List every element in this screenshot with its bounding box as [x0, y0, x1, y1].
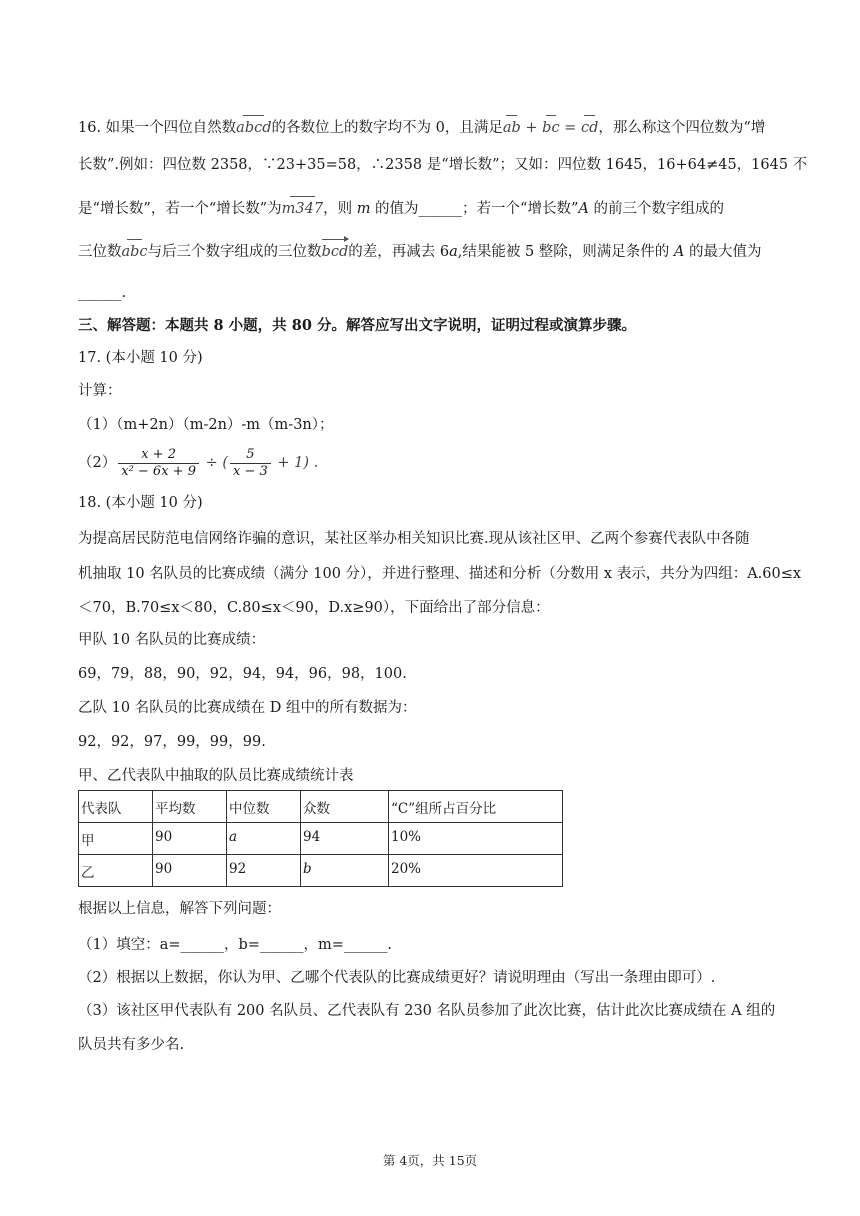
table-header: 众数 [301, 791, 389, 823]
q18-intro-1: 为提高居民防范电信网络诈骗的意识，某社区举办相关知识比赛.现从该社区甲、乙两个参赛代表队中各随 [78, 531, 750, 547]
team-a-label: 甲队 10 名队员的比赛成绩： [78, 632, 266, 648]
table-header: 中位数 [227, 791, 301, 823]
team-b-label: 乙队 10 名队员的比赛成绩在 D 组中的所有数据为： [78, 700, 417, 716]
table-cell: 90 [153, 855, 227, 887]
table-header: “C”组所占百分比 [389, 791, 563, 823]
q18-sub-3b: 队员共有多少名. [78, 1037, 185, 1053]
q16-line-1 [78, 118, 765, 138]
q17-title: 17. (本小题 10 分) [78, 350, 203, 366]
table-header: 代表队 [79, 791, 153, 823]
q18-sub-1: （1）填空：a=______，b=______，m=______. [78, 937, 392, 953]
table-cell: 10% [389, 823, 563, 855]
math-abcd: abcd [236, 120, 272, 136]
stats-table [78, 790, 563, 887]
page-footer: 第 4页，共 15页 [382, 1153, 478, 1168]
q16-text: 16. 如果一个四位自然数 [78, 120, 237, 136]
fraction-2: $\frac{5}{x - 3}$ [230, 447, 271, 480]
q18-title: 18. (本小题 10 分) [78, 495, 203, 511]
q16-line-5: ______. [78, 285, 127, 301]
table-cell: 乙 [79, 855, 153, 887]
q16-line-4: 三位数abc与后三个数字组成的三位数bcd的差，再减去 6a,结果能被 5 整除，则满足条件的 A 的最大值为 [78, 244, 762, 260]
answer-intro: 根据以上信息，解答下列问题： [78, 901, 281, 917]
q18-intro-3: ＜70，B.70≤x＜80，C.80≤x＜90，D.x≥90），下面给出了部分信息： [78, 600, 550, 616]
q16-text: ，那么称这个四位数为“增 [598, 120, 766, 136]
team-a-scores: 69，79，88，90，92，94，94，96，98，100. [78, 666, 407, 682]
q18-sub-2: （2）根据以上数据，你认为甲、乙哪个代表队的比赛成绩更好？请说明理由（写出一条理由即可）. [78, 970, 716, 986]
q18-intro-2: 机抽取 10 名队员的比赛成绩（满分 100 分），并进行整理、描述和分析（分数用 x 表示，共分为四组：A.60≤x [78, 566, 802, 582]
q17-calc-label: 计算： [78, 383, 122, 399]
team-b-scores: 92，92，97，99，99，99. [78, 734, 266, 750]
q16-line-3: 是“增长数”，若一个“增长数”为m347，则 m 的值为______；若一个“增长数”A 的前三个数字组成的 [78, 201, 724, 217]
math-equation: ab + bc = cd [502, 120, 599, 136]
table-cell: b [301, 855, 389, 887]
q18-sub-3a: （3）该社区甲代表队有 200 名队员、乙代表队有 230 名队员参加了此次比赛，估计此次比赛成绩在 A 组的 [78, 1003, 776, 1019]
table-header-row [79, 791, 563, 823]
q17-part-2: （2） $\frac{x + 2}{\text{x² − 6x + 9}}$ ÷ ( $\frac{5}{x - 3}$ + 1) . [78, 446, 319, 479]
q17-part-1: （1）（m+2n）（m-2n）-m（m-3n）； [78, 417, 334, 433]
fraction-1: $\frac{x + 2}{\text{x² − 6x + 9}}$ [118, 447, 199, 480]
math-bcd: bcd [321, 244, 349, 260]
table-cell: 94 [301, 823, 389, 855]
table-cell: a [227, 823, 301, 855]
table-cell: 20% [389, 855, 563, 887]
table-cell: 90 [153, 823, 227, 855]
table-cell: 甲 [79, 823, 153, 855]
table-row [79, 823, 563, 855]
table-row [79, 855, 563, 887]
math-abc: abc [121, 244, 148, 260]
table-caption: 甲、乙代表队中抽取的队员比赛成绩统计表 [78, 768, 354, 784]
section-heading: 三、解答题：本题共 8 小题，共 80 分。解答应写出文字说明，证明过程或演算步骤。 [78, 317, 636, 334]
q16-text: 的各数位上的数字均不为 0，且满足 [271, 120, 503, 136]
q16-line-2: 长数”.例如：四位数 2358，∵23+35=58，∴2358 是“增长数”；又如：四位数 1645，16+64≠45，1645 不 [78, 157, 808, 173]
table-cell: 92 [227, 855, 301, 887]
table-header: 平均数 [153, 791, 227, 823]
math-m347: m347 [281, 201, 324, 217]
